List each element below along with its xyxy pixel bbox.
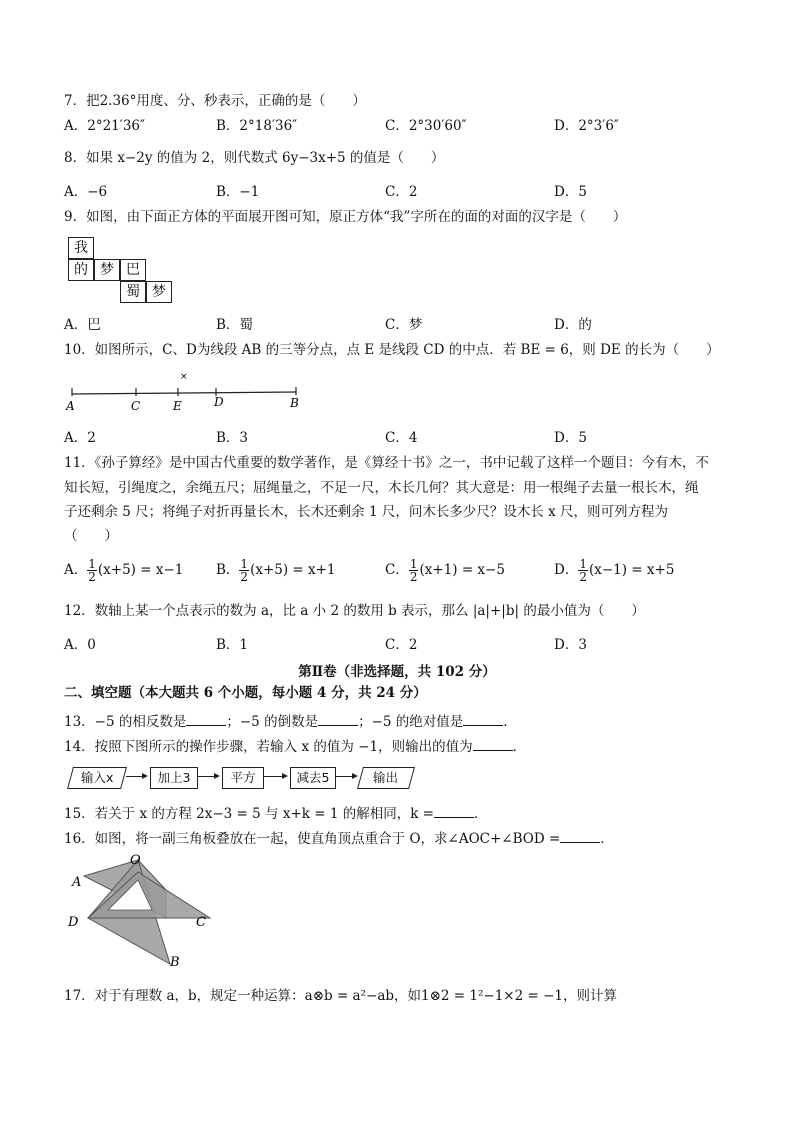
q10-option-b: B．3: [216, 430, 249, 446]
q9-option-b: B．蜀: [216, 317, 253, 333]
q13-blank-2[interactable]: [318, 712, 358, 726]
q13-blank-3[interactable]: [463, 712, 503, 726]
q9-option-a: A．巴: [64, 317, 101, 333]
q10-option-a: A．2: [64, 430, 96, 446]
q13-part-a: 13．−5 的相反数是: [64, 714, 187, 730]
q11-option-d-expr: (x−1) = x+5: [588, 562, 675, 578]
flow-input-label: 输入x: [80, 770, 114, 785]
frac-den: 2: [409, 570, 418, 584]
q12-option-c: C．2: [385, 637, 418, 653]
q11-option-c-expr: (x+1) = x−5: [419, 562, 505, 578]
q8-option-c: C．2: [385, 184, 418, 200]
q13-end: ．: [503, 714, 517, 730]
point-label-a: A: [72, 875, 82, 890]
q12-options: [64, 636, 744, 656]
point-label-e: E: [173, 399, 182, 413]
q11-option-b: [216, 558, 336, 583]
q11-option-b-expr: (x+5) = x+1: [250, 562, 336, 578]
q13-part-b: ；−5 的倒数是: [226, 714, 319, 730]
q10-stem: 10．如图所示，C、D为线段 AB 的三等分点，点 E 是线段 CD 的中点．若 BE = 6，则 DE 的长为（ ）: [64, 342, 720, 358]
q11-option-c: [385, 558, 505, 583]
q14-end: ．: [512, 739, 527, 755]
q15-end: ．: [474, 806, 488, 822]
q14-blank[interactable]: [473, 737, 513, 751]
q16-stem: 16．如图，将一副三角板叠放在一起，使直角顶点重合于 O，求∠AOC+∠BOD =: [64, 831, 561, 847]
q10-option-c: C．4: [385, 430, 418, 446]
q12-stem: 12．数轴上某一个点表示的数为 a，比 a 小 2 的数用 b 表示，那么 |a|+|b| 的最小值为（ ）: [64, 603, 645, 619]
q13-blank-1[interactable]: [186, 712, 226, 726]
set-square-figure: [60, 852, 230, 972]
q11-line-3: 子还剩余 5 尺；将绳子对折再量长木，长木还剩余 1 尺，问木长多少尺？设木长 x 尺，则可列方程为: [64, 504, 669, 520]
frac-den: 2: [88, 570, 96, 584]
q10-options: [64, 429, 744, 449]
q12-option-a: A．0: [64, 637, 96, 653]
q11-option-a-label: A．: [64, 562, 88, 578]
q8-option-b: B．−1: [216, 184, 260, 200]
flow-output-label: 输出: [373, 770, 399, 785]
q12-option-d: D．3: [554, 637, 587, 653]
q14: [64, 737, 526, 756]
frac-num: 1: [240, 557, 249, 571]
point-label-d: D: [214, 395, 224, 409]
segment-ab: [72, 392, 296, 394]
q13: [64, 712, 517, 731]
q11-line-1: 11．《孙子算经》是中国古代重要的数学著作，是《算经十书》之一，书中记载了这样一个题目：今有木，不: [64, 455, 709, 471]
q7-option-d: D．2°3′6″: [554, 118, 619, 134]
q15-blank[interactable]: [434, 804, 474, 818]
q16-end: ．: [600, 831, 614, 847]
point-label-b: B: [290, 396, 299, 410]
q9-stem: 9．如图，由下面正方体的平面展开图可知，原正方体“我”字所在的面的对面的汉字是（ ）: [64, 209, 627, 225]
q8-option-d: D．5: [554, 184, 587, 200]
fraction-half: [87, 558, 97, 583]
segment-figure: [60, 370, 320, 416]
q15: [64, 804, 488, 823]
net-cell-de: 的: [68, 259, 94, 281]
frac-den: 2: [579, 570, 587, 584]
flow-add-3: 加上3: [150, 767, 198, 789]
net-cell-shu: 蜀: [120, 281, 146, 303]
q11-option-d: [554, 558, 674, 583]
fraction-half: [578, 558, 588, 583]
q7-options: [64, 117, 744, 137]
q8-option-a: A．−6: [64, 184, 108, 200]
point-label-a: A: [66, 399, 75, 413]
q9-option-c: C．梦: [385, 317, 423, 333]
cube-net-figure: [64, 233, 194, 305]
point-label-o: O: [130, 853, 141, 868]
fraction-half: [409, 558, 419, 583]
pencil-mark: ×: [180, 372, 188, 382]
flow-arrow-2: [198, 776, 218, 777]
q12-option-b: B．1: [216, 637, 249, 653]
q13-part-c: ；−5 的绝对值是: [358, 714, 464, 730]
flowchart: [64, 764, 424, 792]
section-2-title: 第Ⅱ卷（非选择题，共 102 分）: [298, 664, 496, 680]
q11-option-c-label: C．: [385, 562, 409, 578]
q11-line-4: （ ）: [64, 528, 118, 544]
fraction-half: [239, 558, 249, 583]
flow-subtract-5: 减去5: [290, 767, 336, 789]
point-label-b: B: [170, 955, 180, 970]
frac-den: 2: [240, 570, 249, 584]
net-cell-meng-2: 梦: [146, 281, 172, 303]
part-2-heading: 二、填空题（本大题共 6 个小题，每小题 4 分，共 24 分）: [64, 685, 427, 701]
q8-stem: 8．如果 x−2y 的值为 2，则代数式 6y−3x+5 的值是（ ）: [64, 150, 445, 166]
q7-option-b: B．2°18′36″: [216, 118, 298, 134]
net-cell-meng: 梦: [94, 259, 120, 281]
flow-square: 平方: [222, 767, 264, 789]
q17-stem: 17．对于有理数 a，b，规定一种运算：a⊗b = a²−ab，如1⊗2 = 1²−1×2 = −1，则计算: [64, 988, 617, 1004]
net-cell-ba: 巴: [120, 259, 146, 281]
q11-option-a-expr: (x+5) = x−1: [97, 562, 184, 578]
q8-options: [64, 183, 744, 203]
net-cell-wo: 我: [68, 237, 94, 259]
flow-arrow-1: [126, 776, 146, 777]
q11-option-d-label: D．: [554, 562, 579, 578]
q9-options: [64, 316, 744, 336]
point-label-d: D: [68, 915, 79, 930]
flow-arrow-4: [336, 776, 356, 777]
q11-option-b-label: B．: [216, 562, 240, 578]
q16-blank[interactable]: [560, 829, 600, 843]
q11-option-a: [64, 558, 183, 583]
q14-stem: 14．按照下图所示的操作步骤，若输入 x 的值为 −1，则输出的值为: [64, 739, 473, 755]
flow-output: [357, 767, 415, 789]
flow-input: [67, 767, 127, 789]
q11-line-2: 知长短，引绳度之，余绳五尺；屈绳量之，不足一尺，木长几何？其大意是：用一根绳子去量一根长木，绳: [64, 480, 699, 496]
frac-num: 1: [88, 557, 96, 571]
frac-num: 1: [579, 557, 587, 571]
q9-option-d: D．的: [554, 317, 592, 333]
q10-option-d: D．5: [554, 430, 587, 446]
q7-option-c: C．2°30′60″: [385, 118, 467, 134]
point-label-c: C: [196, 915, 206, 930]
q11-options: [64, 558, 744, 586]
q7-option-a: A．2°21′36″: [64, 118, 146, 134]
point-label-c: C: [131, 399, 141, 413]
q15-stem: 15．若关于 x 的方程 2x−3 = 5 与 x+k = 1 的解相同，k =: [64, 806, 434, 822]
frac-num: 1: [409, 557, 418, 571]
q16: [64, 829, 614, 848]
q7-stem: 7．把2.36°用度、分、秒表示，正确的是（ ）: [64, 93, 366, 109]
flow-arrow-3: [264, 776, 286, 777]
